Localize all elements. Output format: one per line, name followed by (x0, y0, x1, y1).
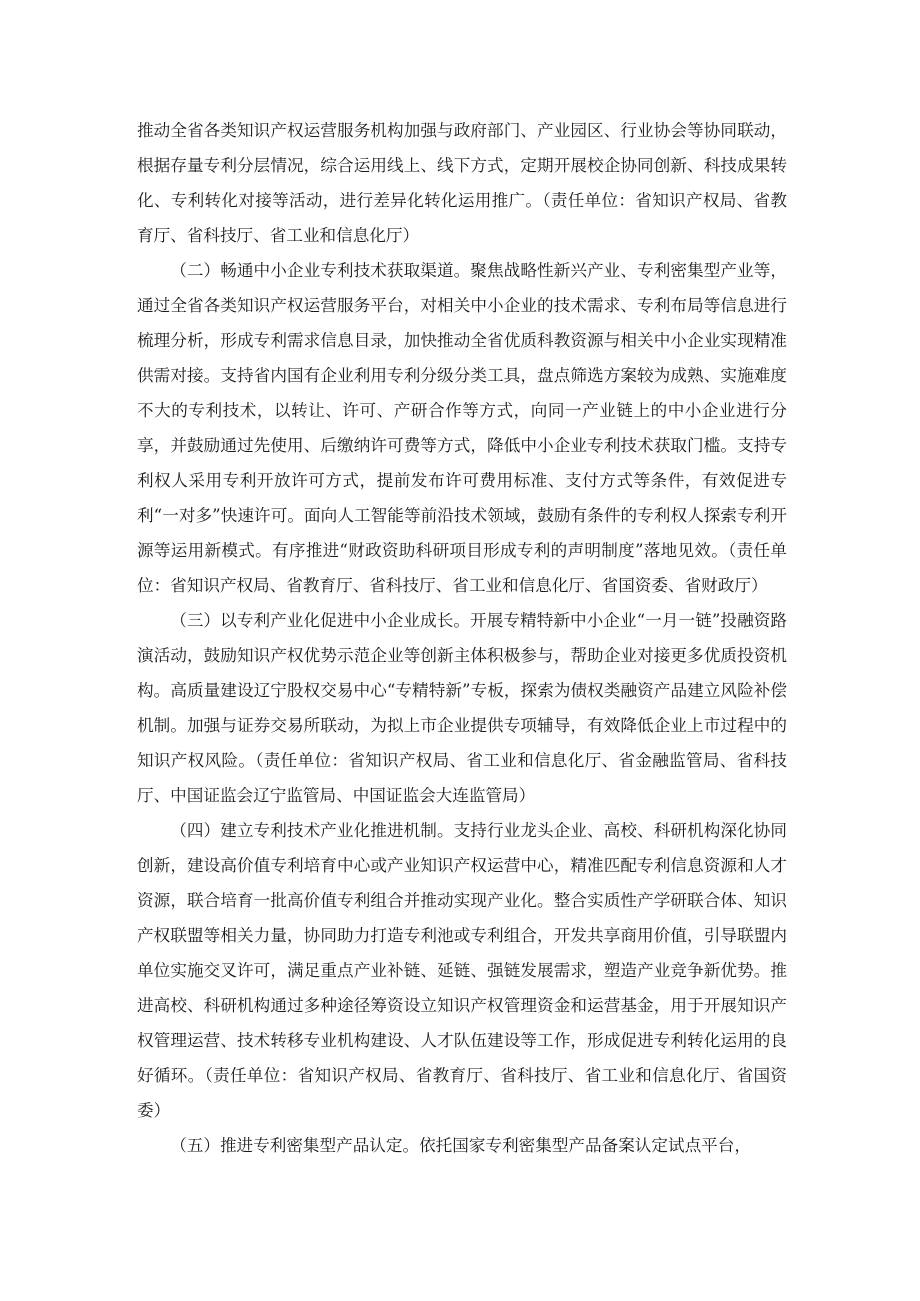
document-body (137, 113, 787, 1163)
paragraph-5: （五）推进专利密集型产品认定。依托国家专利密集型产品备案认定试点平台， (170, 1136, 751, 1155)
paragraph-2: （二）畅通中小企业专利技术获取渠道。聚焦战略性新兴产业、专利密集型产业等，通过全省各类知识产权运营服务平台，对相关中小企业的技术需求、专利布局等信息进行梳理分析，形成专利需求信息目录，加快推动全省优质科教资源与相关中小企业实现精准供需对接。支持省内国有企业利用专利分级分类工具，盘点筛选方案较为成熟、实施难度不大的专利技术，以转让、许可、产研合作等方式，向同一产业链上的中小企业进行分享，并鼓励通过先使用、后缴纳许可费等方式，降低中小企业专利技术获取门槛。支持专利权人采用专利开放许可方式，提前发布许可费用标准、支付方式等条件，有效促进专利“一对多”快速许可。面向人工智能等前沿技术领域，鼓励有条件的专利权人探索专利开源等运用新模式。有序推进“财政资助科研项目形成专利的声明制度”落地见效。（责任单位：省知识产权局、省教育厅、省科技厅、省工业和信息化厅、省国资委、省财政厅） (137, 261, 787, 595)
paragraph-3: （三）以专利产业化促进中小企业成长。开展专精特新中小企业“一月一链”投融资路演活动，鼓励知识产权优势示范企业等创新主体积极参与，帮助企业对接更多优质投资机构。高质量建设辽宁股权交易中心“专精特新”专板，探索为债权类融资产品建立风险补偿机制。加强与证券交易所联动，为拟上市企业提供专项辅导，有效降低企业上市过程中的知识产权风险。（责任单位：省知识产权局、省工业和信息化厅、省金融监管局、省科技厅、中国证监会辽宁监管局、中国证监会大连监管局） (137, 611, 787, 805)
paragraph-4: （四）建立专利技术产业化推进机制。支持行业龙头企业、高校、科研机构深化协同创新，建设高价值专利培育中心或产业知识产权运营中心，精准匹配专利信息资源和人才资源，联合培育一批高价值专利组合并推动实现产业化。整合实质性产学研联合体、知识产权联盟等相关力量，协同助力打造专利池或专利组合，开发共享商用价值，引导联盟内单位实施交叉许可，满足重点产业补链、延链、强链发展需求，塑造产业竞争新优势。推进高校、科研机构通过多种途径筹资设立知识产权管理资金和运营基金，用于开展知识产权管理运营、技术转移专业机构建设、人才队伍建设等工作，形成促进专利转化运用的良好循环。（责任单位：省知识产权局、省教育厅、省科技厅、省工业和信息化厅、省国资委） (137, 821, 787, 1120)
paragraph-1: 推动全省各类知识产权运营服务机构加强与政府部门、产业园区、行业协会等协同联动，根据存量专利分层情况，综合运用线上、线下方式，定期开展校企协同创新、科技成果转化、专利转化对接等活动，进行差异化转化运用推广。（责任单位：省知识产权局、省教育厅、省科技厅、省工业和信息化厅） (137, 121, 787, 245)
